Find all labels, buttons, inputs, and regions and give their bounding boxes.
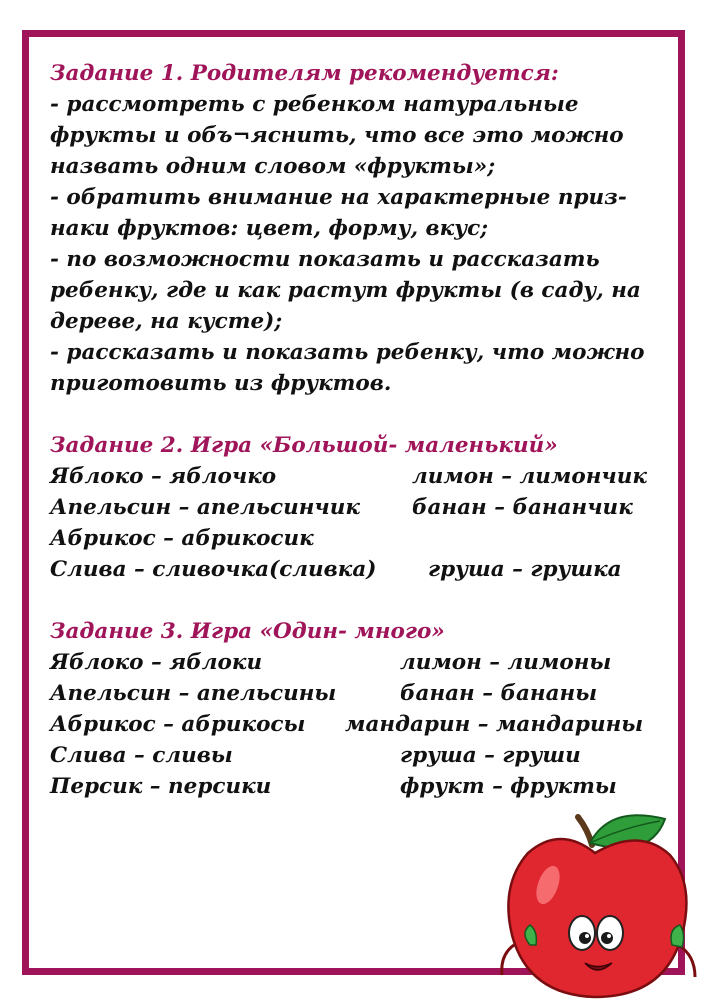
- word-pair-row: [50, 740, 680, 771]
- word-pair-left: Яблоко – яблочко: [50, 464, 277, 489]
- task2-heading: Задание 2. Игра «Большой- маленький»: [50, 433, 558, 458]
- word-pair-right: лимон – лимоны: [400, 650, 612, 675]
- word-pair-left: Апельсин – апельсинчик: [50, 495, 360, 520]
- section-gap: [50, 399, 680, 430]
- task1-line: - обратить внимание на характерные приз-: [50, 185, 627, 210]
- document-content: [50, 58, 680, 802]
- word-pair-right: груша – груши: [400, 743, 581, 768]
- word-pair-row: [50, 678, 680, 709]
- word-pair-row: [50, 771, 680, 802]
- word-pair-left: Апельсин – апельсины: [50, 681, 337, 706]
- word-pair-left: Абрикос – абрикосы: [50, 712, 306, 737]
- task1-line: наки фруктов: цвет, форму, вкус;: [50, 216, 489, 241]
- task1-heading: Задание 1. Родителям рекомендуется:: [50, 61, 559, 86]
- word-pair-left: Слива – сливочка(сливка): [50, 557, 377, 582]
- word-pair-left: Яблоко – яблоки: [50, 650, 263, 675]
- word-pair-right: лимон – лимончик: [412, 464, 647, 489]
- word-pair-right: банан – бананчик: [412, 495, 633, 520]
- word-pair-row: [50, 709, 680, 740]
- word-pair-left: Слива – сливы: [50, 743, 233, 768]
- section-gap: [50, 585, 680, 616]
- word-pair-row: [50, 554, 680, 585]
- task1-line: - по возможности показать и рассказать: [50, 247, 600, 272]
- word-pair-left: Персик – персики: [50, 774, 272, 799]
- task1-line: - рассмотреть с ребенком натуральные: [50, 92, 579, 117]
- task3-heading: Задание 3. Игра «Один- много»: [50, 619, 445, 644]
- word-pair-right: мандарин – мандарины: [345, 712, 644, 737]
- word-pair-right: банан – бананы: [400, 681, 598, 706]
- task1-line: ребенку, где и как растут фрукты (в саду, на: [50, 278, 641, 303]
- word-pair-row: [50, 492, 680, 523]
- apple-character-icon: [500, 805, 705, 1000]
- word-pair-row: [50, 647, 680, 678]
- word-pair-left: Абрикос – абрикосик: [50, 526, 314, 551]
- word-pair-row: [50, 461, 680, 492]
- word-pair-right: фрукт – фрукты: [400, 774, 617, 799]
- task1-line: фрукты и объ¬яснить, что все это можно: [50, 123, 624, 148]
- word-pair-right: груша – грушка: [428, 557, 622, 582]
- task1-line: назвать одним словом «фрукты»;: [50, 154, 496, 179]
- task1-line: - рассказать и показать ребенку, что можно: [50, 340, 645, 365]
- word-pair-row: [50, 523, 680, 554]
- task1-line: приготовить из фруктов.: [50, 371, 392, 396]
- task1-line: дереве, на кусте);: [50, 309, 283, 334]
